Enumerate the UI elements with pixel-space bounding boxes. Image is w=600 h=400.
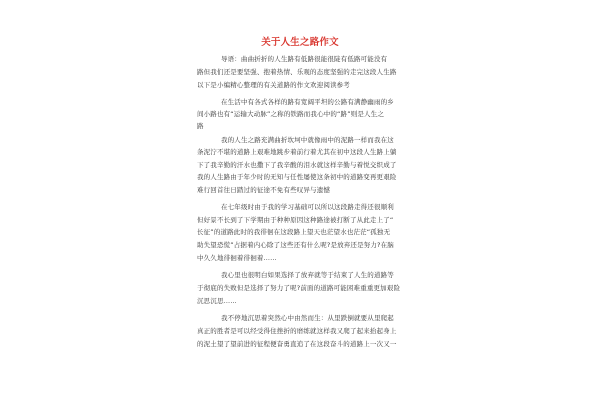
paragraph-line: 我不停地沉思着突然心中由然而生：从里跌倒就要从里爬起: [221, 314, 394, 322]
document-title: 关于人生之路作文: [261, 37, 339, 48]
paragraph-line: 下了我辛勤的汗水也撒下了我辛酸的泪水就这样辛勤与着悦交织成了: [197, 161, 397, 169]
paragraph-line: 助失望恐慌”占据着内心除了这些还有什么呢?是放弃还是努力?在脑: [197, 241, 394, 249]
paragraph-line: 于彻底的失败但是选择了努力了呢?前面的道路可能困难重重更加艰险: [197, 284, 401, 292]
paragraph-line: 我的人生之路充满曲折坎坷中就像雨中的泥路一样而我在这: [221, 136, 394, 144]
paragraph-line: 在七年级时由于我的学习基础可以所以这段路走得还很顺利: [221, 203, 394, 211]
paragraph-line: 但好景不长到了下学期由于种种原因这种路途被打断了从此走上了“: [197, 216, 394, 224]
paragraph-line: 的泥土望了望前进的征程便奋勇直追了在这段奋斗的道路上一次又一: [197, 340, 397, 348]
paragraph-line: 以下是小编精心整理的有关道路的作文欢迎阅读参考: [197, 81, 350, 89]
paragraph-line: 我心里也很明白如果选择了放弃就等于结束了人生的道路等: [221, 271, 394, 279]
paragraph-line: 在生活中有各式各样的路有宽阔平坦的公路有满静幽雨的乡: [221, 98, 394, 106]
paragraph-line: 中久久地徘徊着徘徊着……: [197, 254, 277, 262]
paragraph-line: 真正的胜者是可以经受得住挫折的磨练就这样我又爬了起来抬起身上: [197, 327, 397, 335]
paragraph-line: 条泥泞不堪的道路上艰难地跳步着前行着尤其在初中这段人生路上躺: [197, 148, 397, 156]
paragraph-line: 长征”的道路此时的我徘徊在这段路上望天也茫望水也茫茫“孤独无: [197, 228, 391, 236]
paragraph-line: 路: [197, 122, 204, 130]
paragraph-line: 间小路也有“运输大动脉”之称的铁路而我心中的“路”则是人生之: [197, 110, 384, 118]
paragraph-line: 难行回首往日踏过的征途不免有些叹异与遗憾: [197, 186, 330, 194]
paragraph-line: 路但我们还是要坚强、抱着热情、乐观的态度坚强的走完这段人生路: [197, 68, 397, 76]
paragraph-line: 导语：曲曲折折的人生路有低路很能很陡有低路可能没有: [221, 55, 388, 63]
paragraph-line: 我的人生路由于年少时的无知与任性屡使这条初中的道路变再更艰险: [197, 173, 397, 181]
paragraph-line: 沉思沉思……: [197, 297, 237, 305]
